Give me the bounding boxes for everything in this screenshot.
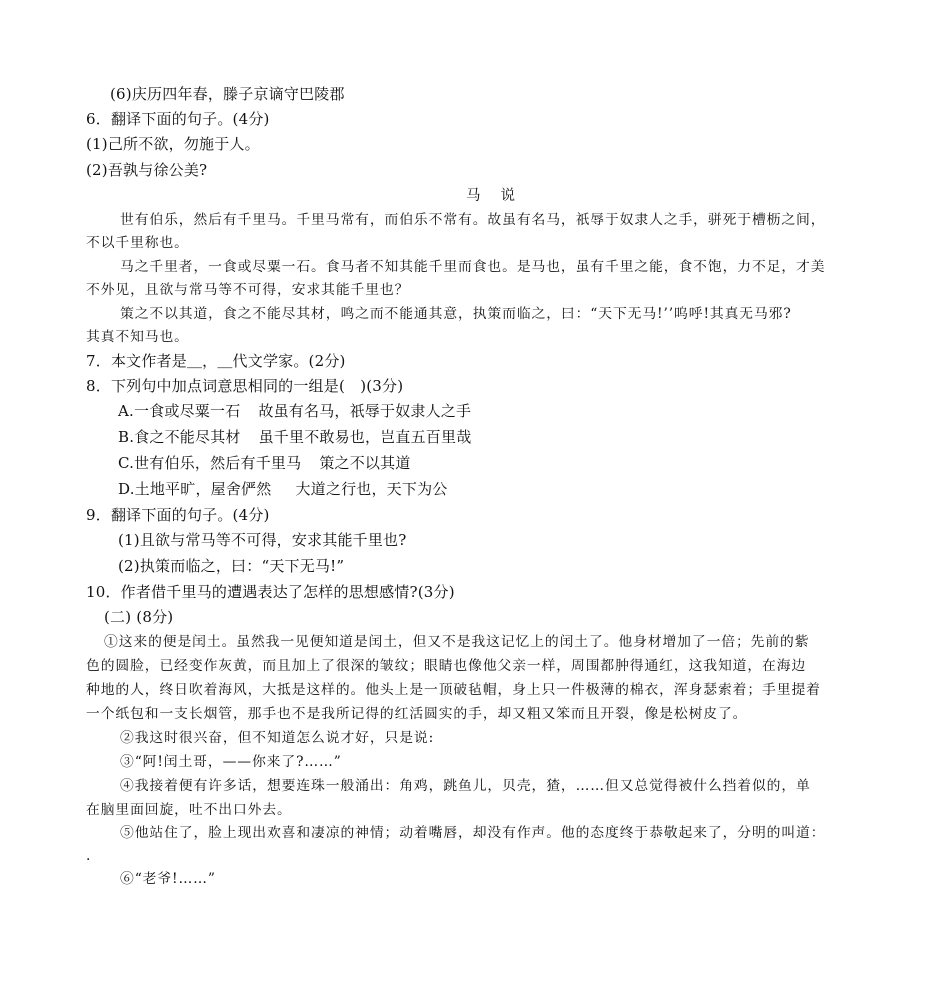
passage-p3-line2: 其真不知马也。 bbox=[86, 329, 189, 345]
section2-p2: ②我这时很兴奋，但不知道怎么说才好，只是说: bbox=[120, 730, 435, 746]
section2-p4-line2: 在脑里面回旋，吐不出口外去。 bbox=[86, 802, 292, 818]
q10: 10．作者借千里马的遭遇表达了怎样的思想感情?(3分) bbox=[86, 583, 455, 601]
section2-p3: ③“阿!闰土哥，——你来了?……” bbox=[120, 754, 342, 770]
q8-option-c-part1: C.世有伯乐，然后有千里马 bbox=[118, 454, 302, 472]
passage-p3-line1: 策之不以其道，食之不能尽其材，鸣之而不能通其意，执策而临之，曰：“天下无马!’’呜呼!其真无马邪? bbox=[120, 306, 792, 322]
passage-p2-line1: 马之千里者，一食或尽粟一石。食马者不知其能千里而食也。是马也，虽有千里之能，食不饱，力不足，才美 bbox=[120, 259, 826, 275]
q8-option-d-part2: 大道之行也，天下为公 bbox=[295, 480, 448, 498]
q6-title: 6．翻译下面的句子。(4分) bbox=[86, 110, 270, 128]
passage-title: 马说 bbox=[466, 188, 535, 204]
section2-p1-line3: 种地的人，终日吹着海风，大抵是这样的。他头上是一顶破毡帽，身上只一件极薄的棉衣，浑身瑟索着；手里提着 bbox=[86, 682, 821, 698]
q7: 7．本文作者是＿，＿代文学家。(2分) bbox=[86, 352, 346, 370]
section2-p6: ⑥“老爷!……” bbox=[120, 871, 216, 887]
q9-title: 9．翻译下面的句子。(4分) bbox=[86, 506, 270, 524]
section2-p1-line2: 色的圆脸，已经变作灰黄，而且加上了很深的皱纹；眼睛也像他父亲一样，周围都肿得通红，这我知道，在海边 bbox=[86, 658, 807, 674]
q9-item-2: (2)执策而临之，曰：“天下无马!” bbox=[118, 557, 345, 575]
passage-p1-line2: 不以千里称也。 bbox=[86, 235, 189, 251]
q8-option-a-part1: A.一食或尽粟一石 bbox=[118, 402, 241, 420]
q8-option-c bbox=[118, 453, 411, 473]
q8-option-b-part2: 虽千里不敢易也，岂直五百里哉 bbox=[258, 428, 472, 446]
section2-heading: (二) (8分) bbox=[104, 608, 174, 626]
q8-option-a bbox=[118, 401, 471, 421]
q8-option-d-part1: D.土地平旷，屋舍俨然 bbox=[118, 480, 272, 498]
passage-p1-line1: 世有伯乐，然后有千里马。千里马常有，而伯乐不常有。故虽有名马，祇辱于奴隶人之手，骈死于槽枥之间， bbox=[120, 212, 826, 228]
q6-item-1: (1)己所不欲，勿施于人。 bbox=[86, 135, 260, 153]
q8-title: 8．下列句中加点词意思相同的一组是( )(3分) bbox=[86, 377, 404, 395]
q9-item-1: (1)且欲与常马等不可得，安求其能千里也? bbox=[118, 531, 407, 549]
section2-p4-line1: ④我接着便有许多话，想要连珠一般涌出：角鸡，跳鱼儿，贝壳，猹，……但又总觉得被什么挡着似的，单 bbox=[120, 778, 811, 794]
q6-item-2: (2)吾孰与徐公美? bbox=[86, 161, 208, 179]
section2-p1-line1: ①这来的便是闰土。虽然我一见便知道是闰土，但又不是我这记忆上的闰土了。他身材增加了一倍；先前的紫 bbox=[104, 634, 810, 650]
q5-item-6: (6)庆历四年春，滕子京谪守巴陵郡 bbox=[110, 85, 345, 103]
q8-option-b-part1: B.食之不能尽其材 bbox=[118, 428, 241, 446]
section2-p5-line1: ⑤他站住了，脸上现出欢喜和凄凉的神情；动着嘴唇，却没有作声。他的态度终于恭敬起来了，分明的叫道： bbox=[120, 825, 826, 841]
q8-option-b bbox=[118, 427, 471, 447]
q8-option-c-part2: 策之不以其道 bbox=[319, 454, 411, 472]
q8-option-a-part2: 故虽有名马，祇辱于奴隶人之手 bbox=[258, 402, 472, 420]
passage-p2-line2: 不外见，且欲与常马等不可得，安求其能千里也？ bbox=[86, 282, 410, 298]
section2-p5-line2: . bbox=[86, 848, 92, 864]
section2-p1-line4: 一个纸包和一支长烟管，那手也不是我所记得的红活圆实的手，却又粗又笨而且开裂，像是松树皮了。 bbox=[86, 706, 748, 722]
q8-option-d bbox=[118, 479, 447, 499]
